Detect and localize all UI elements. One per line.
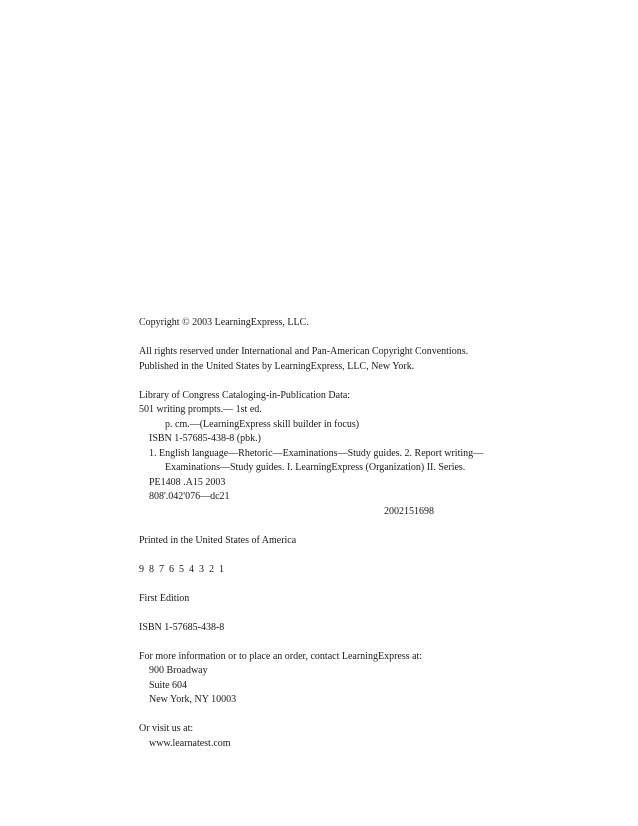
- copyright-block: [139, 316, 484, 751]
- spacer: [139, 635, 479, 650]
- address-city: New York, NY 10003: [149, 694, 237, 705]
- spacer: [139, 708, 479, 723]
- cip-lc-class: PE1408 .A15 2003: [149, 476, 226, 488]
- cip-heading: Library of Congress Cataloging-in-Publication Data:: [139, 389, 351, 401]
- isbn: ISBN 1-57685-438-8: [139, 621, 225, 633]
- cip-subjects-continued: Examinations—Study guides. I. LearningExpress (Organization) II. Series.: [165, 462, 466, 473]
- address-street: 900 Broadway: [149, 665, 208, 676]
- spacer: [139, 374, 479, 389]
- spacer: [139, 606, 479, 621]
- copyright-notice: Copyright © 2003 LearningExpress, LLC.: [139, 317, 309, 328]
- rights-statement: All rights reserved under International and Pan-American Copyright Conventions.: [139, 346, 469, 357]
- address-suite: Suite 604: [149, 679, 188, 691]
- visit-intro: Or visit us at:: [139, 723, 194, 734]
- contact-intro: For more information or to place an order, contact LearningExpress at:: [139, 650, 423, 662]
- cip-dewey: 808'.042'076—dc21: [149, 491, 230, 502]
- edition: First Edition: [139, 592, 190, 604]
- spacer: [139, 548, 479, 563]
- spacer: [139, 577, 479, 592]
- cip-control-number: 2002151698: [384, 505, 434, 517]
- website-link[interactable]: www.learnatest.com: [149, 737, 231, 749]
- cip-subjects: 1. English language—Rhetoric—Examinations—Study guides. 2. Report writing—: [149, 447, 484, 459]
- spacer: [139, 519, 479, 534]
- cip-isbn: ISBN 1-57685-438-8 (pbk.): [149, 433, 261, 444]
- publisher-statement: Published in the United States by LearningExpress, LLC, New York.: [139, 360, 415, 372]
- spacer: [139, 331, 479, 346]
- printed-in: Printed in the United States of America: [139, 534, 297, 546]
- cip-series-note: p. cm.—(LearningExpress skill builder in focus): [165, 418, 360, 430]
- cip-title: 501 writing prompts.— 1st ed.: [139, 404, 262, 415]
- print-line: 9 8 7 6 5 4 3 2 1: [139, 563, 224, 575]
